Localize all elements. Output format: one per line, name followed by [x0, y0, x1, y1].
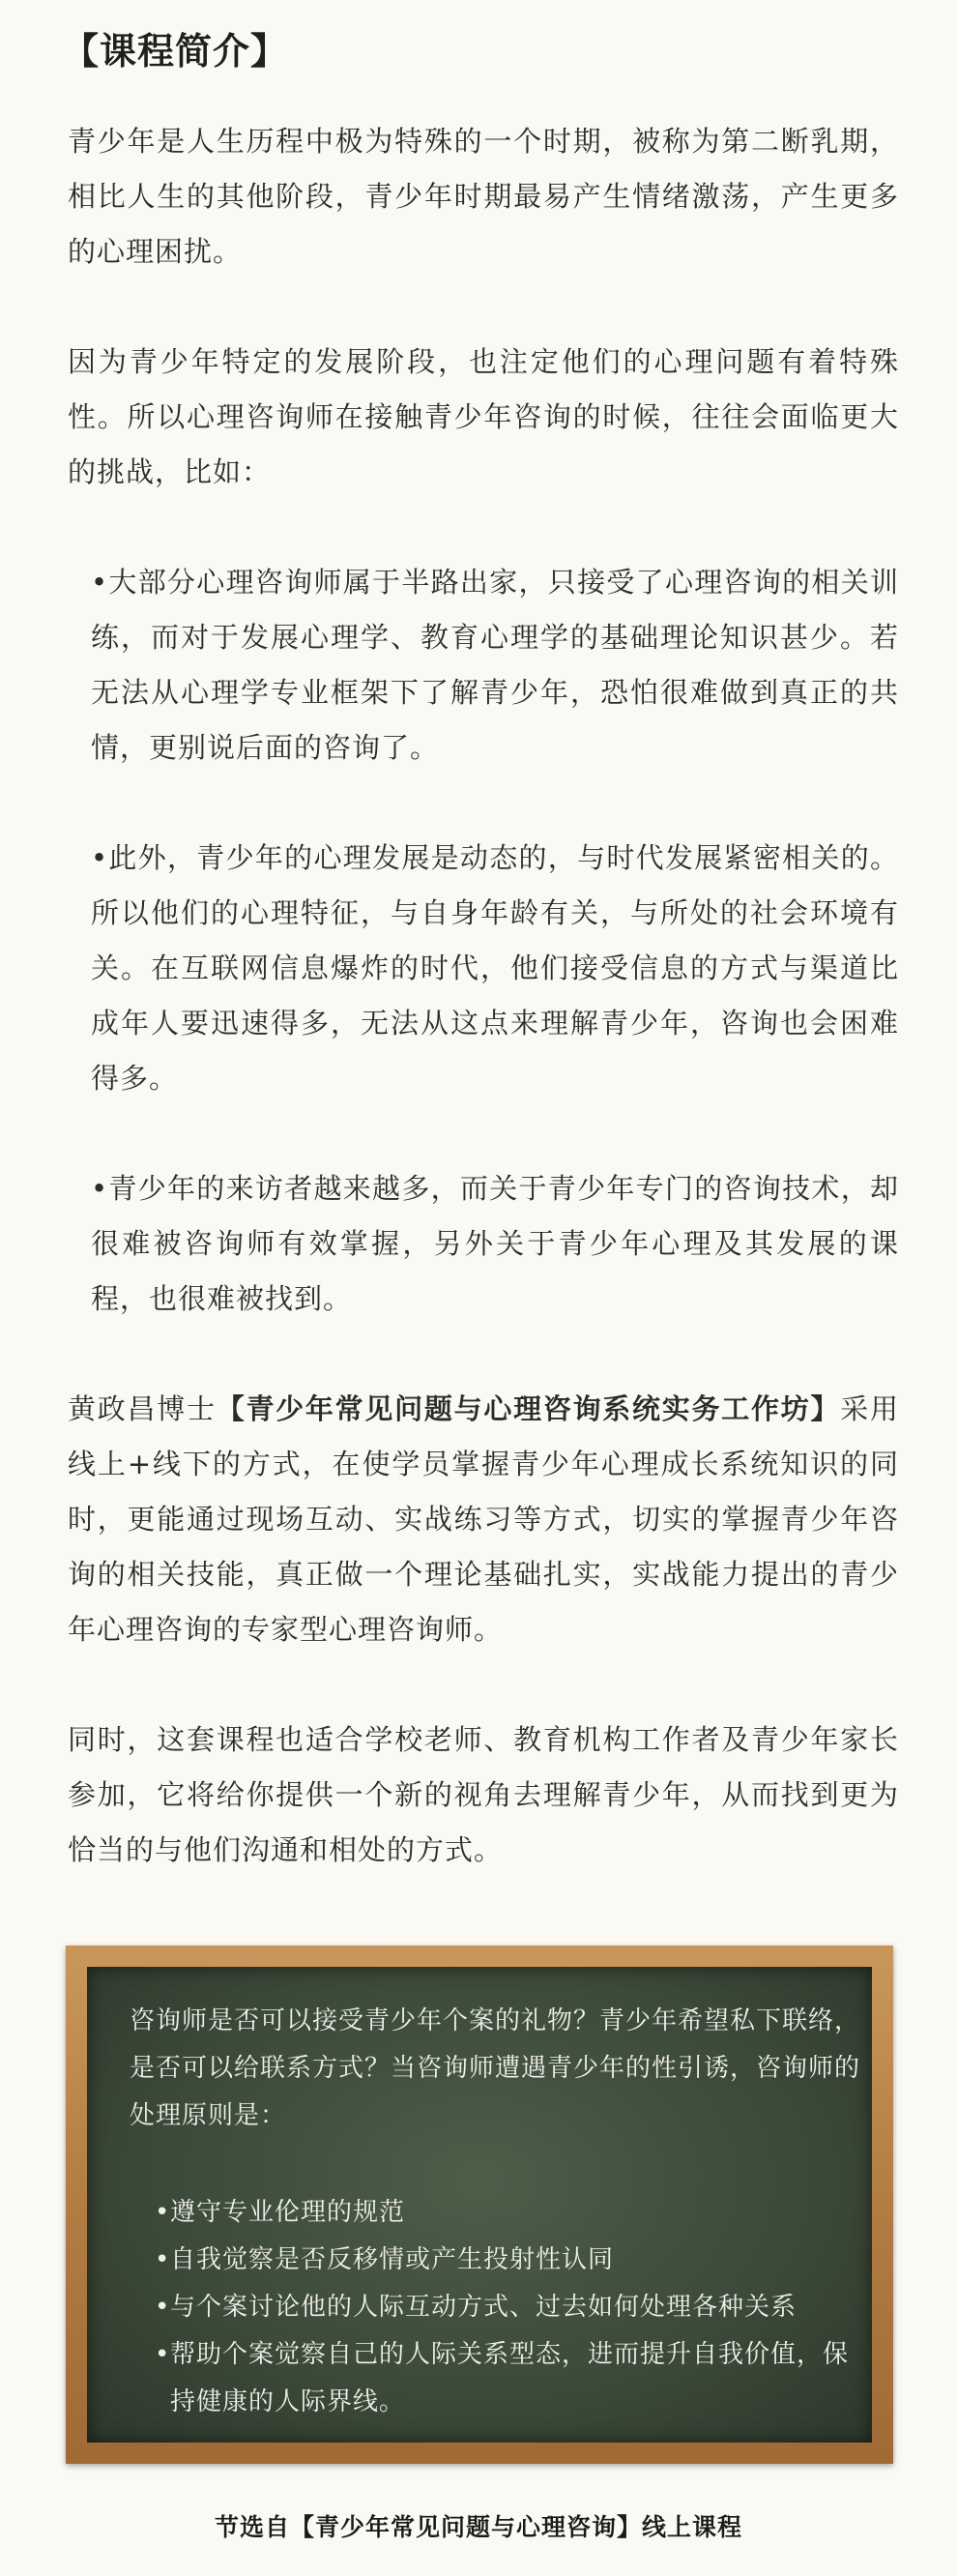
workshop-description: 采用线上+线下的方式，在使学员掌握青少年心理成长系统知识的同时，更能通过现场互动、实战练习等方式，切实的掌握青少年咨询的相关技能，真正做一个理论基础扎实，实战能力提出的青少年心理咨询的专家型心理咨询师。 [68, 1392, 899, 1646]
challenge-bullet-3: •青少年的来访者越来越多，而关于青少年专门的咨询技术，却很难被咨询师有效掌握，另外关于青少年心理及其发展的课程，也很难被找到。 [91, 1172, 899, 1315]
excerpt-caption: 节选自【青少年常见问题与心理咨询】线上课程 [214, 2513, 742, 2541]
blackboard-frame [66, 1946, 893, 2464]
principle-item [155, 2331, 870, 2426]
principle-text: 自我觉察是否反移情或产生投射性认同 [170, 2245, 615, 2274]
challenge-bullet-2: •此外，青少年的心理发展是动态的，与时代发展紧密相关的。所以他们的心理特征，与自身年龄有关，与所处的社会环境有关。在互联网信息爆炸的时代，他们接受信息的方式与渠道比成年人要迅速得多，无法从这点来理解青少年，咨询也会困难得多。 [91, 841, 899, 1095]
principle-item [155, 2284, 870, 2331]
bullet-icon: • [155, 2245, 171, 2274]
audience-paragraph: 同时，这套课程也适合学校老师、教育机构工作者及青少年家长参加，它将给你提供一个新的视角去理解青少年，从而找到更为恰当的与他们沟通和相处的方式。 [68, 1723, 899, 1866]
principle-text: 与个案讨论他的人际互动方式、过去如何处理各种关系 [170, 2293, 798, 2322]
principle-text: 帮助个案觉察自己的人际关系型态，进而提升自我价值，保持健康的人际界线。 [170, 2340, 850, 2416]
principle-text: 遵守专业伦理的规范 [170, 2198, 406, 2227]
course-intro-content [68, 114, 899, 1933]
blackboard-principles-list [155, 2189, 870, 2426]
intro-paragraph-2: 因为青少年特定的发展阶段，也注定他们的心理问题有着特殊性。所以心理咨询师在接触青少年咨询的时候，往往会面临更大的挑战，比如： [68, 345, 899, 488]
blackboard [87, 1967, 872, 2443]
principle-item [155, 2237, 870, 2284]
principle-item [155, 2189, 870, 2237]
intro-paragraph-1: 青少年是人生历程中极为特殊的一个时期，被称为第二断乳期，相比人生的其他阶段，青少年时期最易产生情绪激荡，产生更多的心理困扰。 [68, 125, 899, 268]
blackboard-question: 咨询师是否可以接受青少年个案的礼物？青少年希望私下联络，是否可以给联系方式？当咨询师遭遇青少年的性引诱，咨询师的处理原则是： [130, 2006, 861, 2130]
bullet-icon: • [155, 2340, 171, 2369]
workshop-author: 黄政昌博士 [68, 1392, 217, 1425]
workshop-name: 【青少年常见问题与心理咨询系统实务工作坊】 [216, 1392, 841, 1425]
bullet-icon: • [155, 2198, 171, 2227]
bullet-icon: • [155, 2293, 171, 2322]
challenge-bullet-1: •大部分心理咨询师属于半路出家，只接受了心理咨询的相关训练，而对于发展心理学、教育心理学的基础理论知识甚少。若无法从心理学专业框架下了解青少年，恐怕很难做到真正的共情，更别说后面的咨询了。 [91, 566, 899, 764]
workshop-paragraph [68, 1382, 899, 1657]
section-title: 【课程简介】 [62, 30, 289, 73]
